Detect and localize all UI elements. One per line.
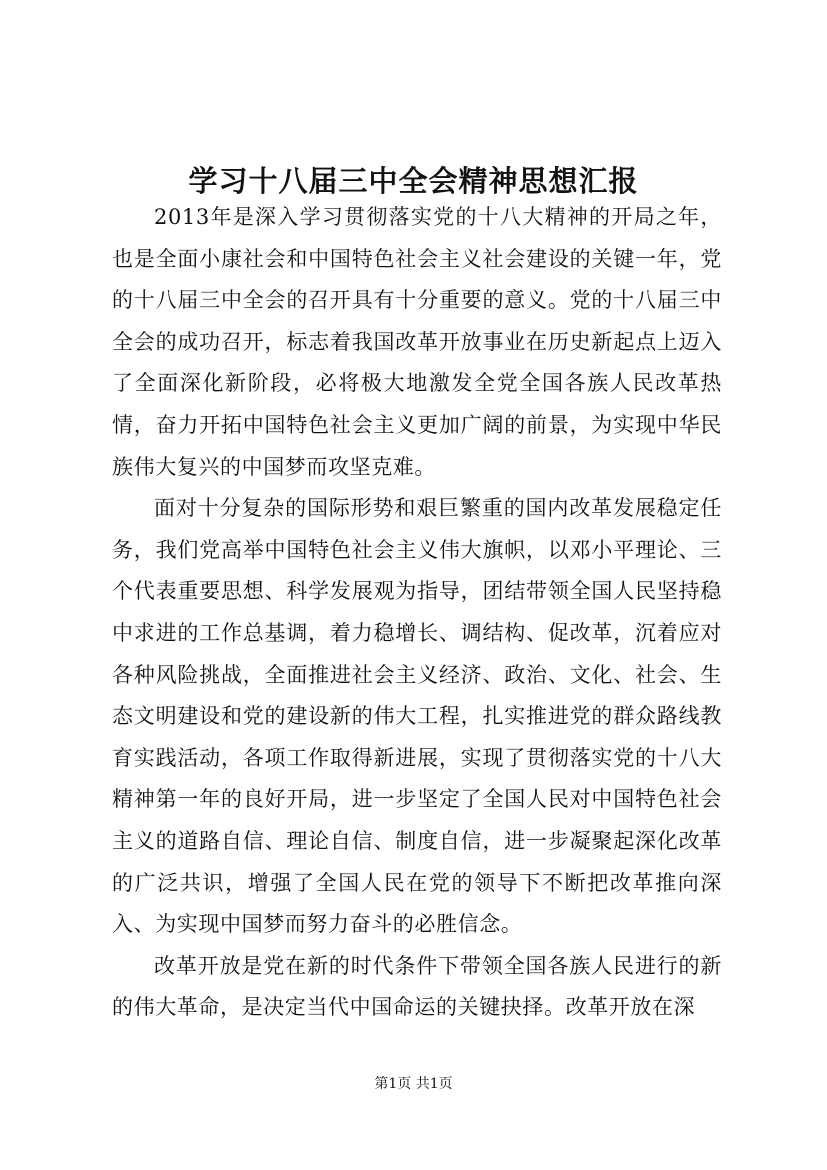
paragraph-3: 改革开放是党在新的时代条件下带领全国各族人民进行的新的伟大革命，是决定当代中国命运的关键抉择。改革开放在深 xyxy=(112,953,722,1020)
page-footer: 第1页 共1页 xyxy=(374,1076,453,1092)
document-title: 学习十八届三中全会精神思想汇报 xyxy=(188,164,639,199)
document-body xyxy=(112,197,722,1029)
paragraph-2: 面对十分复杂的国际形势和艰巨繁重的国内改革发展稳定任务，我们党高举中国特色社会主义伟大旗帜，以邓小平理论、三个代表重要思想、科学发展观为指导，团结带领全国人民坚持稳中求进的工作总基调，着力稳增长、调结构、促改革，沉着应对各种风险挑战，全面推进社会主义经济、政治、文化、社会、生态文明建设和党的建设新的伟大工程，扎实推进党的群众路线教育实践活动，各项工作取得新进展，实现了贯彻落实党的十八大精神第一年的良好开局，进一步坚定了全国人民对中国特色社会主义的道路自信、理论自信、制度自信，进一步凝聚起深化改革的广泛共识，增强了全国人民在党的领导下不断把改革推向深入、为实现中国梦而努力奋斗的必胜信念。 xyxy=(112,496,722,937)
paragraph-1: 2013年是深入学习贯彻落实党的十八大精神的开局之年，也是全面小康社会和中国特色社会主义社会建设的关键一年，党的十八届三中全会的召开具有十分重要的意义。党的十八届三中全会的成功召开，标志着我国改革开放事业在历史新起点上迈入了全面深化新阶段，必将极大地激发全党全国各族人民改革热情，奋力开拓中国特色社会主义更加广阔的前景，为实现中华民族伟大复兴的中国梦而攻坚克难。 xyxy=(112,205,722,479)
